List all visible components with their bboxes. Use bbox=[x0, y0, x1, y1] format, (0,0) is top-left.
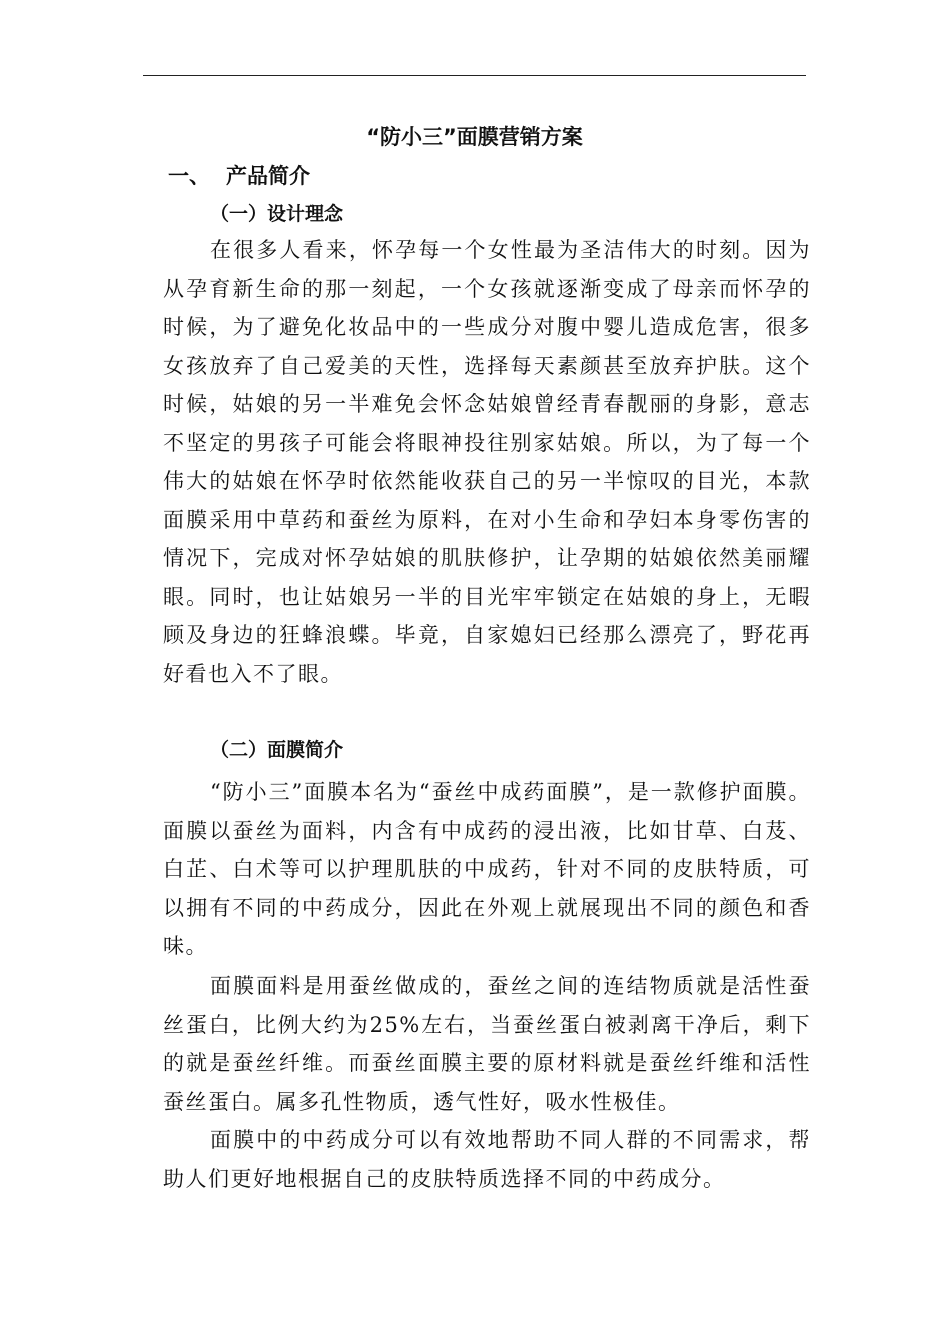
subsection-heading-mask-intro: （二）面膜简介 bbox=[210, 739, 344, 761]
paragraph-mask-fabric: 面膜面料是用蚕丝做成的，蚕丝之间的连结物质就是活性蚕丝蛋白，比例大约为25%左右，当蚕丝蛋白被剥离干净后，剩下的就是蚕丝纤维。而蚕丝面膜主要的原材料就是蚕丝纤维和活性蚕丝蛋白。属多孔性物质，透气性好，吸水性极佳。 bbox=[163, 974, 811, 1114]
section-heading-text: 产品简介 bbox=[226, 164, 310, 188]
section-heading-product-intro bbox=[168, 160, 310, 192]
header-rule bbox=[143, 75, 806, 76]
paragraph-mask-intro: “防小三”面膜本名为“蚕丝中成药面膜”，是一款修护面膜。面膜以蚕丝为面料，内含有中成药的浸出液，比如甘草、白芨、白芷、白术等可以护理肌肤的中成药，针对不同的皮肤特质，可以拥有不同的中药成分，因此在外观上就展现出不同的颜色和香味。 bbox=[163, 780, 811, 958]
section-number: 一、 bbox=[168, 164, 210, 188]
document-title: “防小三”面膜营销方案 bbox=[366, 125, 583, 149]
paragraph-design-concept: 在很多人看来，怀孕每一个女性最为圣洁伟大的时刻。因为从孕育新生命的那一刻起，一个女孩就逐渐变成了母亲而怀孕的时候，为了避免化妆品中的一些成分对腹中婴儿造成危害，很多女孩放弃了自己爱美的天性，选择每天素颜甚至放弃护肤。这个时候，姑娘的另一半难免会怀念姑娘曾经青春靓丽的身影，意志不坚定的男孩子可能会将眼神投往别家姑娘。所以，为了每一个伟大的姑娘在怀孕时依然能收获自己的另一半惊叹的目光，本款面膜采用中草药和蚕丝为原料，在对小生命和孕妇本身零伤害的情况下，完成对怀孕姑娘的肌肤修护，让孕期的姑娘依然美丽耀眼。同时，也让姑娘另一半的目光牢牢锁定在姑娘的身上，无暇顾及身边的狂蜂浪蝶。毕竟，自家媳妇已经那么漂亮了，野花再好看也入不了眼。 bbox=[163, 238, 811, 686]
paragraph-herbal-ingredients: 面膜中的中药成分可以有效地帮助不同人群的不同需求，帮助人们更好地根据自己的皮肤特质选择不同的中药成分。 bbox=[163, 1128, 811, 1191]
subsection-heading-design-concept: （一）设计理念 bbox=[210, 203, 344, 225]
